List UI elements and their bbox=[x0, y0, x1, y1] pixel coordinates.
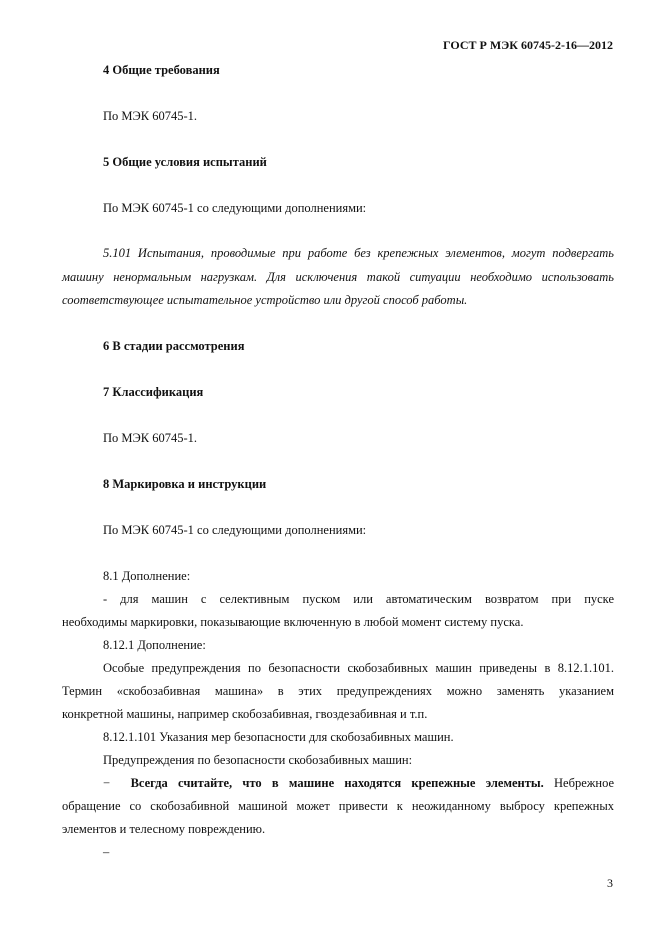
warning-1-bold-text: Всегда считайте, что в машине находятся крепежные элементы. bbox=[130, 776, 544, 790]
clause-8121101: 8.12.1.101 Указания мер безопасности для скобозабивных машин. bbox=[103, 730, 454, 744]
clause-8121-label: 8.12.1 Дополнение: bbox=[103, 638, 206, 652]
page-number: 3 bbox=[607, 876, 613, 890]
warning-1-line-1 bbox=[103, 776, 614, 791]
section-8-body: По МЭК 60745-1 со следующими дополнениями: bbox=[103, 523, 367, 537]
note-5101-line-2: машину ненормальным нагрузкам. Для исключения такой ситуации необходимо использовать bbox=[62, 270, 614, 284]
section-7-body: По МЭК 60745-1. bbox=[103, 431, 198, 445]
warning-1-dash: − bbox=[103, 776, 111, 790]
document-code-header: ГОСТ Р МЭК 60745-2-16—2012 bbox=[443, 38, 613, 52]
clause-8121-line-2: Термин «скобозабивная машина» в этих предупреждениях можно заменять указанием bbox=[62, 684, 614, 698]
warnings-intro: Предупреждения по безопасности скобозабивных машин: bbox=[103, 753, 413, 767]
note-5101-line-1: 5.101 Испытания, проводимые при работе без крепежных элементов, могут подвергать bbox=[103, 246, 614, 260]
clause-81-line-1: - для машин с селективным пуском или автоматическим возвратом при пуске bbox=[103, 592, 614, 606]
clause-8121-line-3: конкретной машины, например скобозабивная, гвоздезабивная и т.п. bbox=[62, 707, 428, 721]
warning-1-line-2: обращение со скобозабивной машиной может привести к неожиданному выбросу крепежных bbox=[62, 799, 614, 813]
clause-81-line-2: необходимы маркировки, показывающие включенную в любой момент систему пуска. bbox=[62, 615, 524, 629]
warning-2-dash: – bbox=[103, 845, 110, 859]
section-4-body: По МЭК 60745-1. bbox=[103, 109, 198, 123]
warning-1-line-3: элементов и телесному повреждению. bbox=[62, 822, 266, 836]
note-5101-line-3: соответствующее испытательное устройство или другой способ работы. bbox=[62, 293, 468, 307]
section-5-body: По МЭК 60745-1 со следующими дополнениями: bbox=[103, 201, 367, 215]
section-5-title: 5 Общие условия испытаний bbox=[103, 155, 267, 169]
section-4-title: 4 Общие требования bbox=[103, 63, 220, 77]
section-7-title: 7 Классификация bbox=[103, 385, 204, 399]
section-8-title: 8 Маркировка и инструкции bbox=[103, 477, 267, 491]
clause-81-label: 8.1 Дополнение: bbox=[103, 569, 191, 583]
warning-1-rest: Небрежное bbox=[554, 776, 615, 790]
section-6-title: 6 В стадии рассмотрения bbox=[103, 339, 245, 353]
clause-8121-line-1: Особые предупреждения по безопасности скобозабивных машин приведены в 8.12.1.101. bbox=[103, 661, 614, 675]
